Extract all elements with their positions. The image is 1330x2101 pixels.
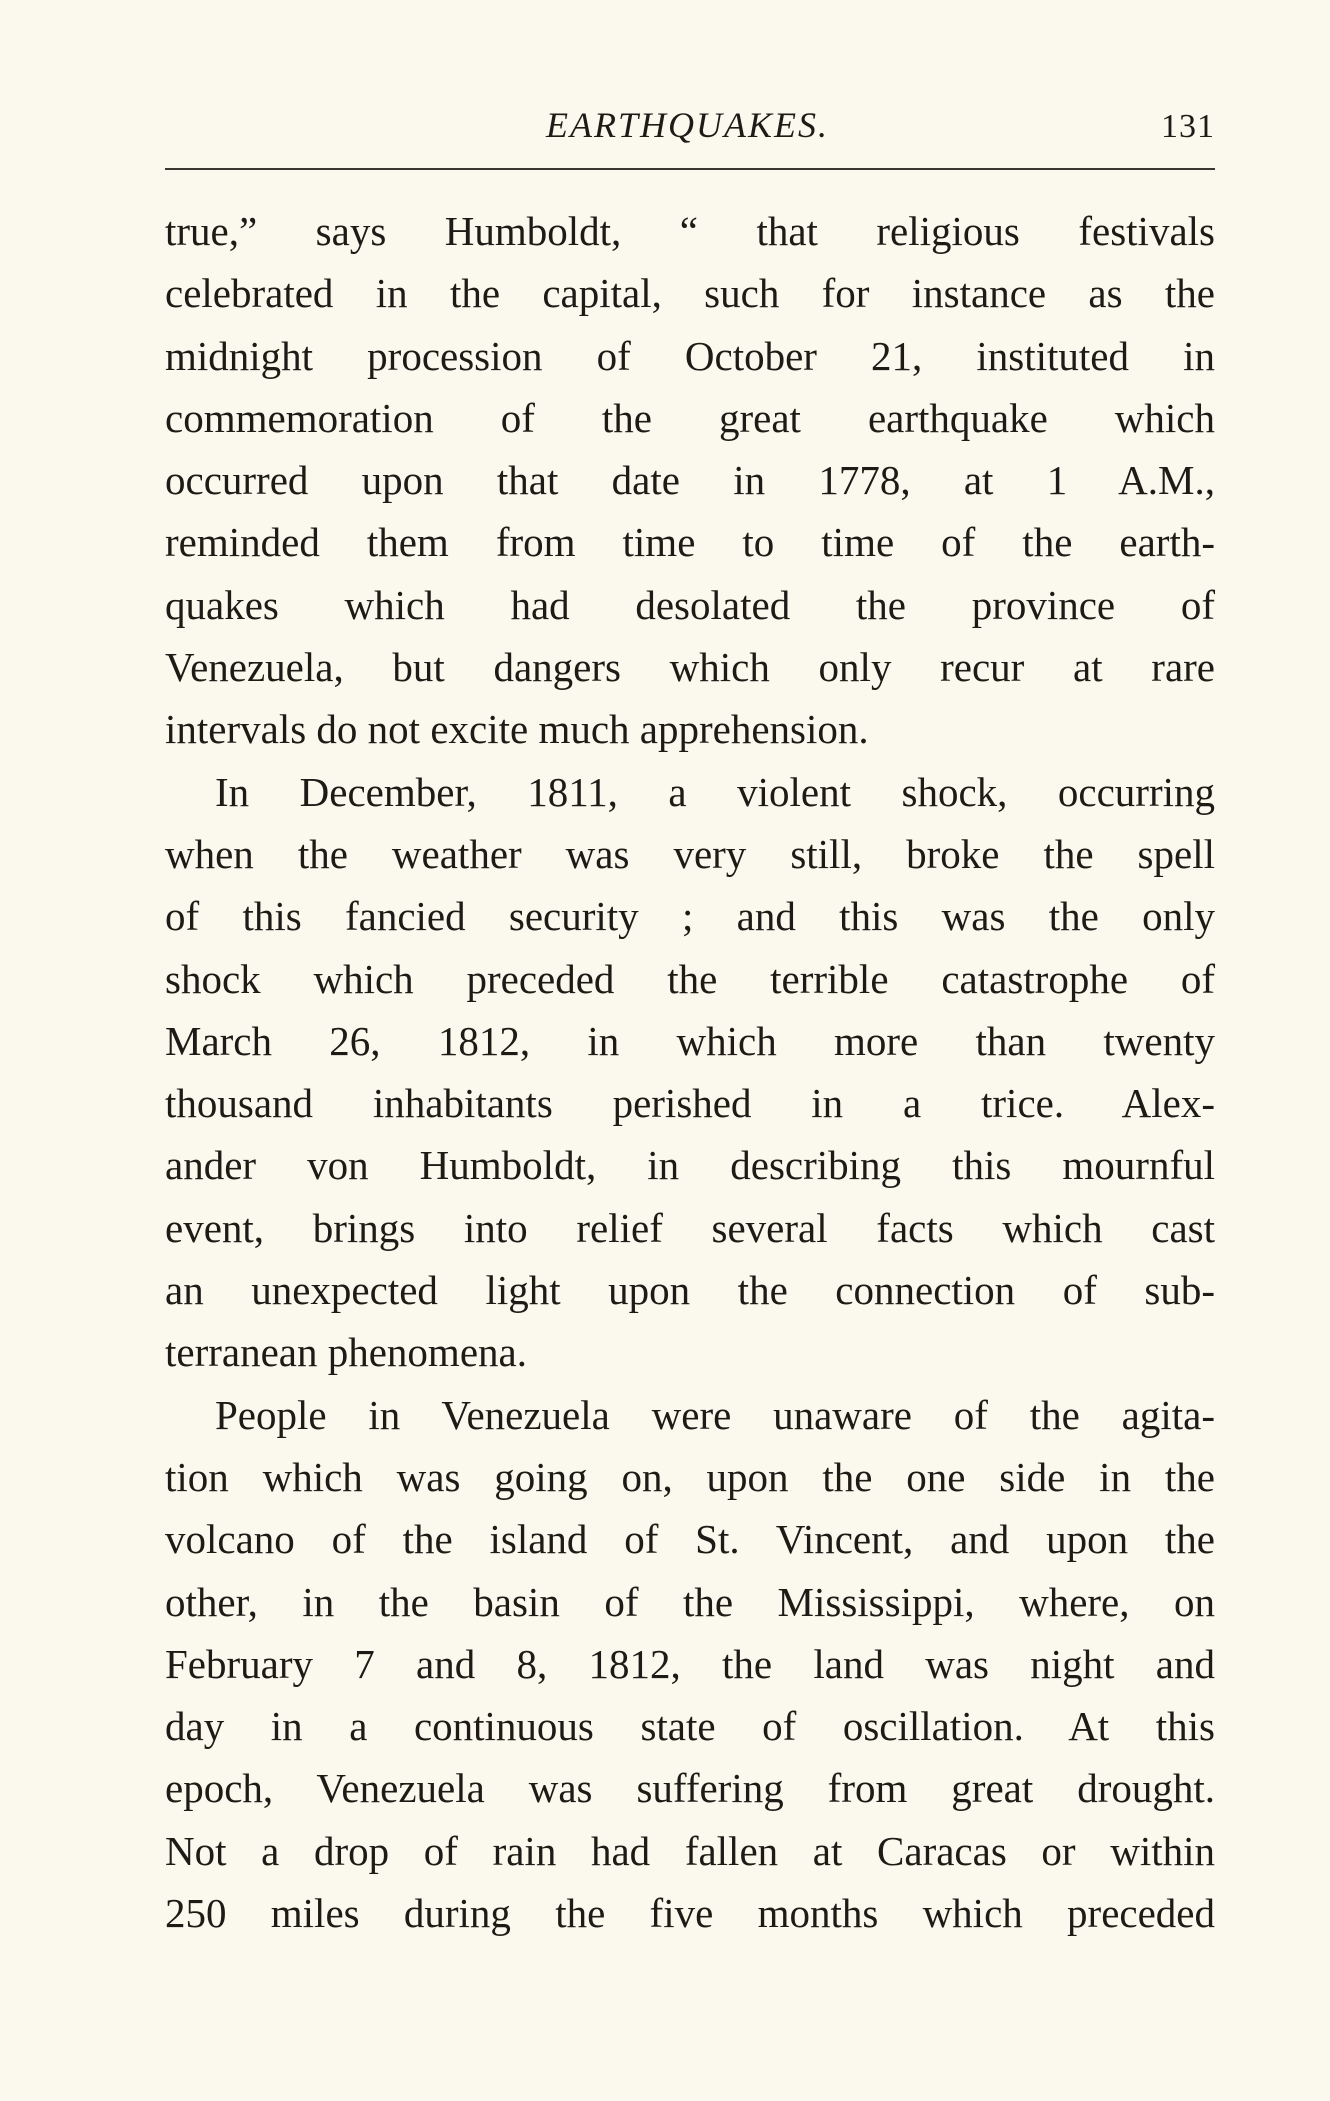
text-line: ander von Humboldt, in describing this mournful (165, 1142, 1215, 1189)
text-line: epoch, Venezuela was suffering from great drought. (165, 1765, 1215, 1812)
text-line: terranean phenomena. (165, 1329, 527, 1376)
text-line: Not a drop of rain had fallen at Caracas or within (165, 1827, 1215, 1874)
text-line: thousand inhabitants perished in a trice. Alex- (165, 1080, 1215, 1127)
running-title: EARTHQUAKES. (546, 105, 829, 145)
text-line: reminded them from time to time of the earth- (165, 519, 1215, 566)
page-number: 131 (1161, 108, 1215, 145)
text-line: midnight procession of October 21, instituted in (165, 332, 1215, 379)
text-line: volcano of the island of St. Vincent, and upon the (165, 1516, 1215, 1563)
body-text (165, 200, 1215, 1944)
text-line: day in a continuous state of oscillation. At this (165, 1703, 1215, 1750)
text-line: March 26, 1812, in which more than twenty (165, 1017, 1215, 1064)
text-line: an unexpected light upon the connection of sub- (165, 1267, 1215, 1314)
text-line: commemoration of the great earthquake which (165, 394, 1215, 441)
text-line: occurred upon that date in 1778, at 1 A.M., (165, 457, 1215, 504)
text-line: event, brings into relief several facts which cast (165, 1204, 1215, 1251)
text-line: of this fancied security ; and this was the only (165, 893, 1215, 940)
running-head (160, 100, 1215, 150)
text-line: true,” says Humboldt, “ that religious festivals (165, 208, 1215, 254)
text-line: other, in the basin of the Mississippi, where, on (165, 1578, 1215, 1625)
text-line: In December, 1811, a violent shock, occurring (215, 768, 1215, 815)
text-line: when the weather was very still, broke the spell (165, 830, 1215, 877)
text-line: quakes which had desolated the province of (165, 581, 1215, 628)
text-line: 250 miles during the five months which preceded (165, 1890, 1215, 1937)
text-line: celebrated in the capital, such for instance as the (165, 270, 1215, 317)
text-line: intervals do not excite much apprehension. (165, 706, 869, 753)
text-line: February 7 and 8, 1812, the land was night and (165, 1640, 1215, 1687)
text-line: Venezuela, but dangers which only recur at rare (165, 644, 1215, 691)
header-rule (165, 168, 1215, 170)
text-line: People in Venezuela were unaware of the agita- (215, 1391, 1215, 1438)
text-line: shock which preceded the terrible catastrophe of (165, 955, 1215, 1002)
text-line: tion which was going on, upon the one side in the (165, 1453, 1215, 1500)
